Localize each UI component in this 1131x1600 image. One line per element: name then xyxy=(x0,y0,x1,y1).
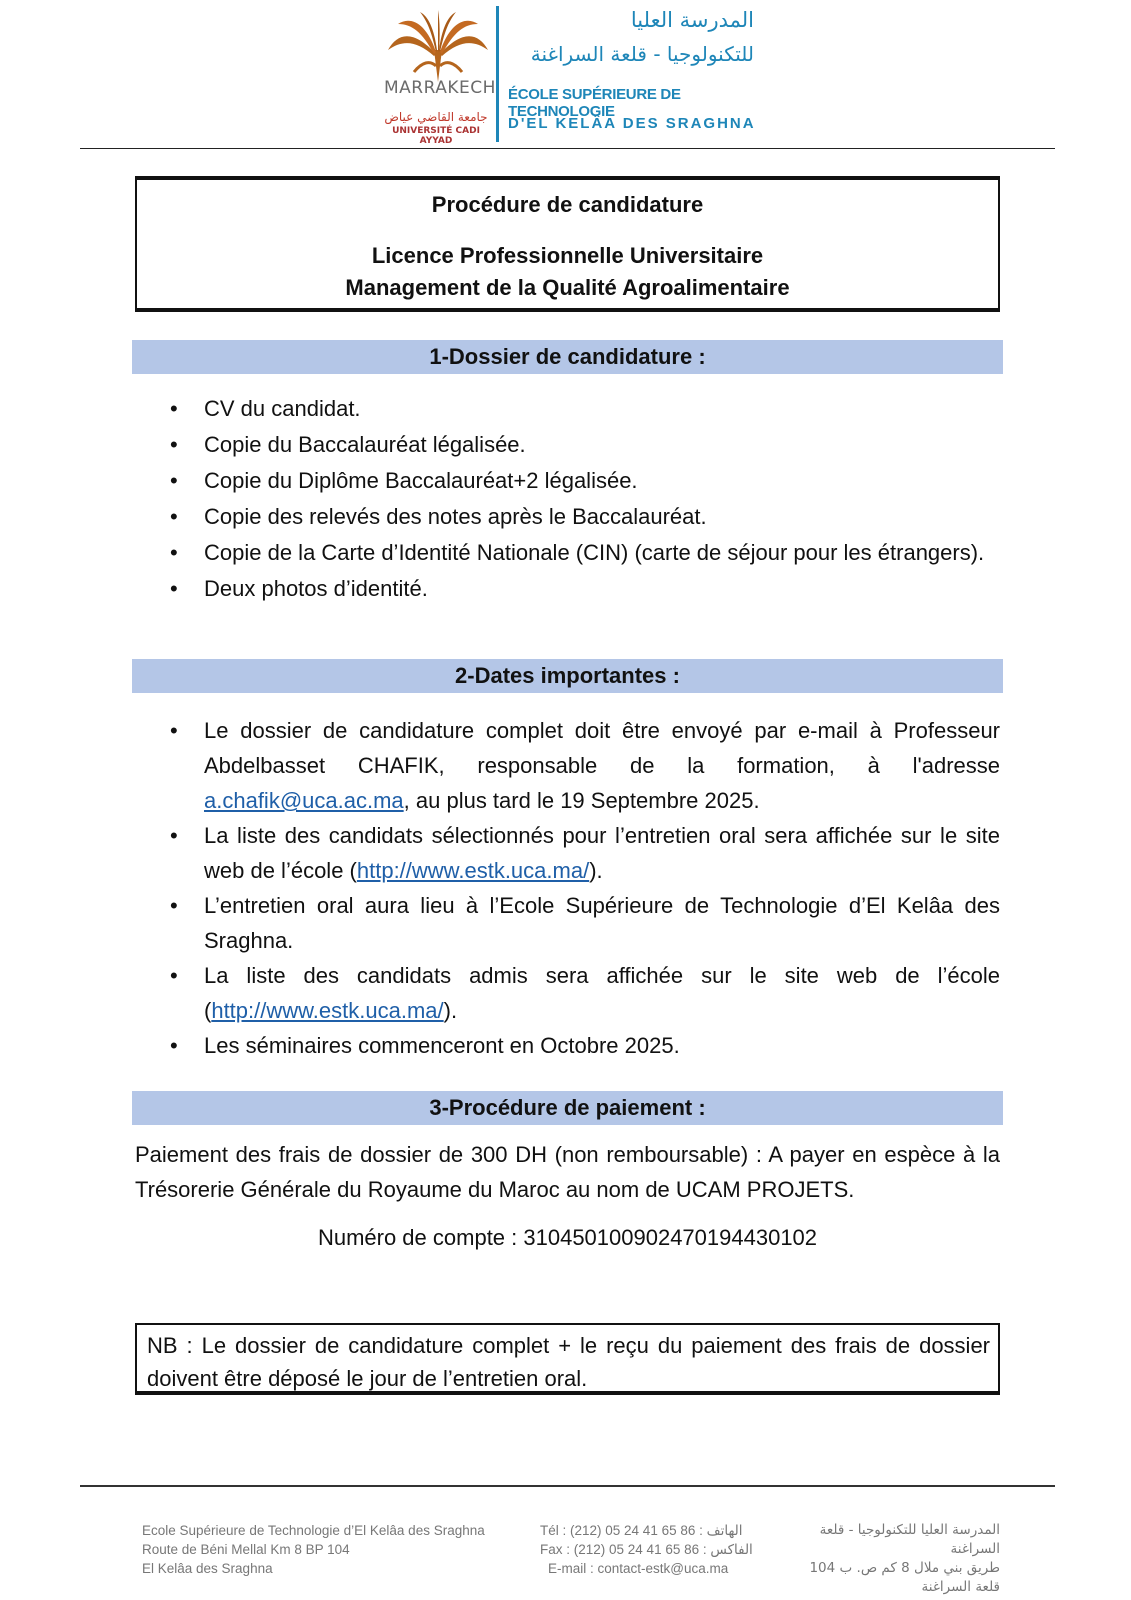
list-item: • Copie du Diplôme Baccalauréat+2 légalisée. xyxy=(170,464,1000,500)
footer-email[interactable]: E-mail : contact-estk@uca.ma xyxy=(548,1561,729,1576)
program-title xyxy=(135,240,1000,304)
logo-university-ar: جامعة القاضي عياض xyxy=(384,110,488,124)
list-item xyxy=(170,713,1000,818)
list-item: • Copie de la Carte d’Identité Nationale (CIN) (carte de séjour pour les étrangers). xyxy=(170,536,1000,572)
list-item: • Les séminaires commenceront en Octobre 2025. xyxy=(170,1028,1000,1063)
school-name-ar-line2: للتكنولوجيا - قلعة السراغنة xyxy=(530,42,754,66)
nb-text: NB : Le dossier de candidature complet + le reçu du paiement des frais de dossier doivent être déposé le jour de l’entretien oral. xyxy=(147,1333,990,1391)
footer-address-ar xyxy=(780,1521,1000,1597)
dates-item2-text: La liste des candidats sélectionnés pour l’entretien oral sera affichée sur le site web de l’école ( xyxy=(204,823,1000,883)
section-heading-paiement: 3-Procédure de paiement : xyxy=(132,1091,1003,1125)
footer-line: Fax : (212) 05 24 41 65 86 : الفاكس xyxy=(540,1542,753,1557)
school-name-fr-line2: D'EL KELÂA DES SRAGHNA xyxy=(508,115,756,132)
dates-list xyxy=(170,713,1000,1063)
dates-item4-text: La liste des candidats admis sera affichée sur le site web de l’école ( xyxy=(204,963,1000,1023)
page-title: Procédure de candidature xyxy=(431,192,704,217)
payment-text: Paiement des frais de dossier de 300 DH (non remboursable) : A payer en espèce à la Trésorerie Générale du Royaume du Maroc au nom de UCAM PROJETS. xyxy=(135,1142,1000,1202)
dates-item1-text: Le dossier de candidature complet doit être envoyé par e-mail à Professeur Abdelbasset CHAFIK, responsable de la formation, à l'adresse xyxy=(204,718,1000,778)
dates-item2-text-end: ). xyxy=(589,858,603,883)
logo-city: MARRAKECH xyxy=(384,78,496,98)
school-name-fr-line1: ÉCOLE SUPÉRIEURE DE TECHNOLOGIE xyxy=(508,86,681,120)
account-number: Numéro de compte : 310450100902470194430102 xyxy=(317,1225,818,1250)
section-heading-dates: 2-Dates importantes : xyxy=(132,659,1003,693)
header-divider xyxy=(496,6,499,142)
footer-contact xyxy=(540,1521,770,1578)
footer-line: Route de Béni Mellal Km 8 BP 104 xyxy=(142,1542,350,1557)
footer-line: El Kelâa des Sraghna xyxy=(142,1561,273,1576)
header-rule xyxy=(80,148,1055,149)
list-item xyxy=(170,958,1000,1028)
list-item: • Copie des relevés des notes après le Baccalauréat. xyxy=(170,500,1000,536)
footer-line: Ecole Supérieure de Technologie d’El Kelâa des Sraghna xyxy=(142,1523,485,1538)
school-name-ar-line1: المدرسة العليا xyxy=(630,8,754,32)
list-item: • CV du candidat. xyxy=(170,392,1000,428)
dossier-list xyxy=(170,392,1000,608)
list-item: • Copie du Baccalauréat légalisée. xyxy=(170,428,1000,464)
dates-item4-text-end: ). xyxy=(443,998,458,1023)
section-heading-dossier: 1-Dossier de candidature : xyxy=(132,340,1003,374)
footer-rule xyxy=(80,1485,1055,1487)
footer-line: قلعة السراغنة xyxy=(921,1579,1000,1595)
list-item xyxy=(170,818,1000,888)
footer-line: المدرسة العليا للتكنولوجيا - قلعة السراغنة xyxy=(819,1522,1000,1557)
program-title-line2: Management de la Qualité Agroalimentaire xyxy=(345,275,790,300)
footer-address xyxy=(142,1521,502,1578)
logo-university-fr: UNIVERSITÉ CADI AYYAD xyxy=(392,126,480,146)
dates-item1-text-end: , au plus tard le 19 Septembre 2025. xyxy=(403,788,760,813)
list-item: • Deux photos d’identité. xyxy=(170,572,1000,608)
program-title-line1: Licence Professionnelle Universitaire xyxy=(371,243,764,268)
website-link[interactable]: http://www.estk.uca.ma/ xyxy=(356,858,590,883)
footer-line: Tél : (212) 05 24 41 65 86 : الهاتف xyxy=(540,1523,743,1538)
list-item: • L’entretien oral aura lieu à l’Ecole Supérieure de Technologie d’El Kelâa des Sraghna. xyxy=(170,888,1000,958)
footer-line: طريق بني ملال 8 كم ص. ب 104 xyxy=(809,1560,1000,1576)
website-link[interactable]: http://www.estk.uca.ma/ xyxy=(211,998,444,1023)
email-link[interactable]: a.chafik@uca.ac.ma xyxy=(204,788,404,813)
